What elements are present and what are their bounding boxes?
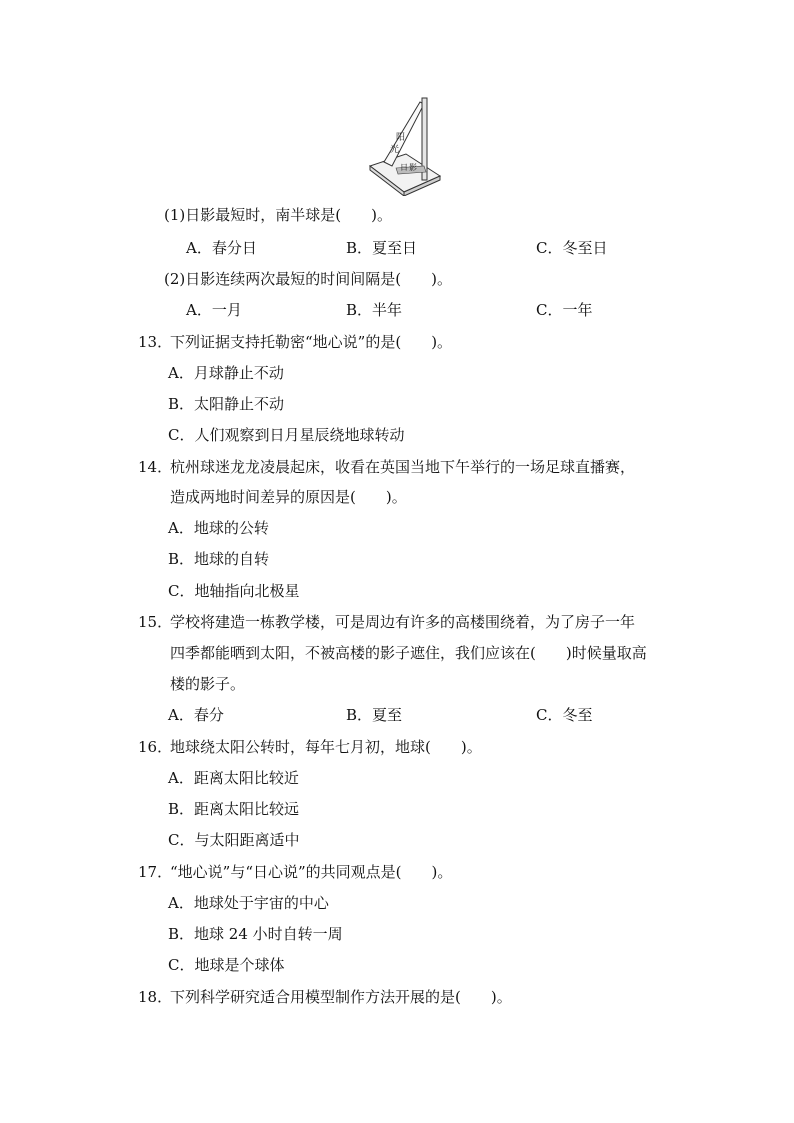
q14-option-b[interactable]: B．地球的自转: [168, 550, 270, 568]
sub2-option-c[interactable]: C．一年: [536, 301, 593, 319]
q15-option-c[interactable]: C．冬至: [536, 706, 593, 724]
q16-number: 16．: [138, 738, 173, 756]
sub1-option-b[interactable]: B．夏至日: [346, 239, 418, 257]
q15-option-a[interactable]: A．春分: [168, 706, 224, 724]
q16-option-a[interactable]: A．距离太阳比较近: [168, 769, 299, 787]
q14-option-a[interactable]: A．地球的公转: [168, 519, 269, 537]
q17-option-a[interactable]: A．地球处于宇宙的中心: [168, 894, 329, 912]
q14-stem-line2: 造成两地时间差异的原因是( )。: [170, 488, 407, 506]
q13-option-b[interactable]: B．太阳静止不动: [168, 395, 285, 413]
sub2-option-a[interactable]: A．一月: [186, 301, 242, 319]
figure-char-1: 阳: [396, 133, 406, 143]
sub2-stem: (2)日影连续两次最短的时间间隔是( )。: [164, 270, 452, 288]
q15-stem-line1: 学校将建造一栋教学楼，可是周边有许多的高楼围绕着，为了房子一年: [170, 613, 636, 631]
q17-stem: “地心说”与“日心说”的共同观点是( )。: [170, 863, 453, 881]
q13-number: 13．: [138, 333, 173, 351]
q14-stem-line1: 杭州球迷龙龙凌晨起床，收看在英国当地下午举行的一场足球直播赛，: [170, 458, 636, 476]
q16-option-c[interactable]: C．与太阳距离适中: [168, 831, 300, 849]
sub2-option-b[interactable]: B．半年: [346, 301, 403, 319]
figure-char-4: 影: [409, 163, 417, 172]
figure-char-3: 日: [400, 163, 408, 172]
q17-number: 17．: [138, 863, 173, 881]
q18-stem: 下列科学研究适合用模型制作方法开展的是( )。: [170, 988, 512, 1006]
q17-option-b[interactable]: B．地球 24 小时自转一周: [168, 925, 343, 943]
q17-option-c[interactable]: C．地球是个球体: [168, 956, 285, 974]
q18-number: 18．: [138, 988, 173, 1006]
q15-stem-line2: 四季都能晒到太阳，不被高楼的影子遮住，我们应该在( )时候量取高: [170, 644, 647, 662]
q15-number: 15．: [138, 613, 173, 631]
q14-number: 14．: [138, 458, 173, 476]
q14-option-c[interactable]: C．地轴指向北极星: [168, 582, 300, 600]
q16-stem: 地球绕太阳公转时，每年七月初，地球( )。: [170, 738, 482, 756]
figure-char-2: 光: [390, 145, 400, 155]
sub1-option-c[interactable]: C．冬至日: [536, 239, 608, 257]
q16-option-b[interactable]: B．距离太阳比较远: [168, 800, 300, 818]
sub1-stem: (1)日影最短时，南半球是( )。: [164, 206, 392, 224]
sub1-option-a[interactable]: A．春分日: [186, 239, 257, 257]
q15-option-b[interactable]: B．夏至: [346, 706, 403, 724]
q13-option-c[interactable]: C．人们观察到日月星辰绕地球转动: [168, 426, 405, 444]
q13-option-a[interactable]: A．月球静止不动: [168, 364, 284, 382]
sundial-figure: [366, 96, 442, 196]
q13-stem: 下列证据支持托勒密“地心说”的是( )。: [170, 333, 453, 351]
q15-stem-line3: 楼的影子。: [170, 675, 246, 693]
